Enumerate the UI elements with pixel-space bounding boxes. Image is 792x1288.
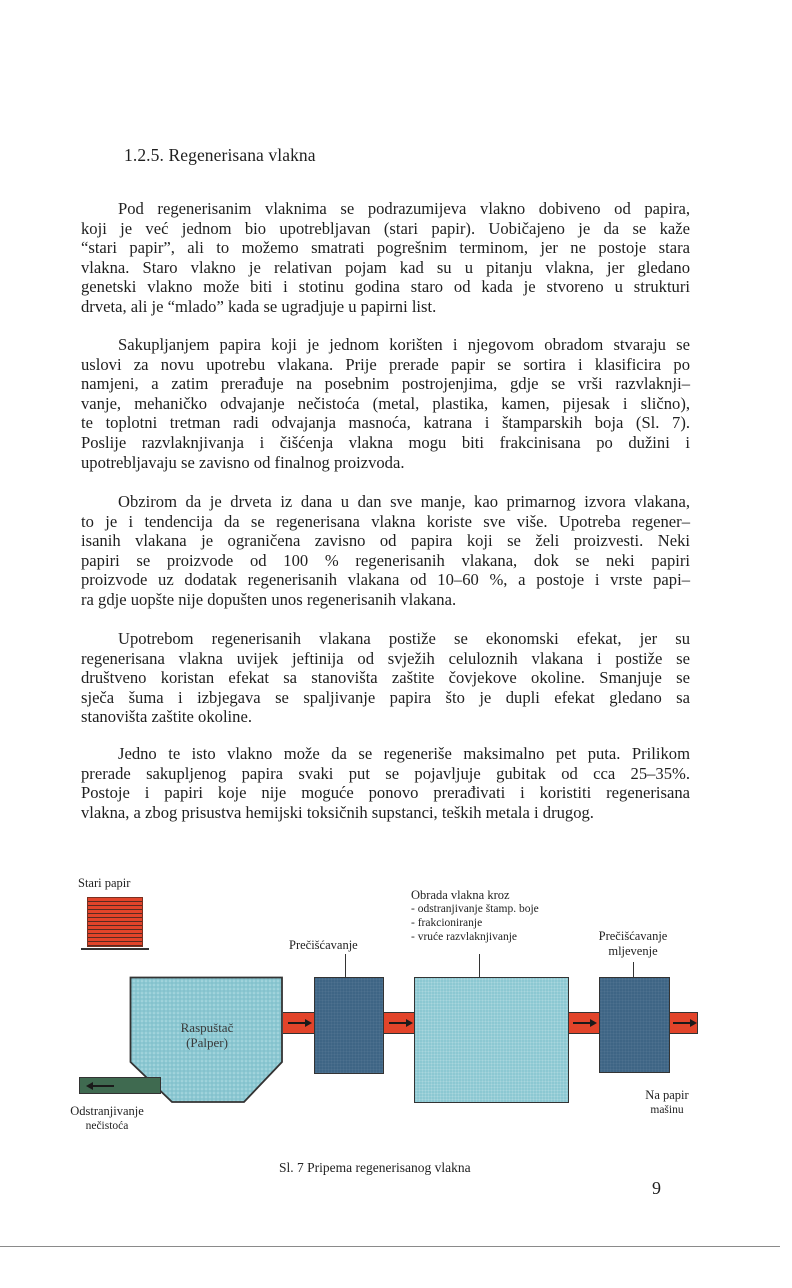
text-line: sječa šuma i izbjegava se spaljivanje papira što je dupli efekat gledano sa <box>81 687 690 707</box>
pulper-label <box>172 1020 242 1050</box>
pulper-label-line2: (Palper) <box>186 1035 228 1050</box>
waste-outlet-pipe <box>79 1077 161 1094</box>
paragraph-3 <box>81 492 690 610</box>
refining-label-line2: mljevenje <box>608 944 658 958</box>
text-line: vanje, mehaničko odvajanje nečistoća (metal, plastika, kamen, pijesak i slično), <box>81 393 690 413</box>
text-line: te toplotni tretman radi odvajanja masnoća, katrana i štamparskih boja (Sl. 7). <box>81 413 690 433</box>
fiber-treatment-tank <box>414 977 569 1103</box>
figure-caption: Sl. 7 Pripema regenerisanog vlakna <box>279 1160 471 1175</box>
text-line: vlakna. Staro vlakno je relativan pojam kad su u pitanju vlakna, jer gledano <box>81 257 690 277</box>
text-line: Obzirom da je drveta iz dana u dan sve manje, kao primarnog izvora vlakana, <box>118 492 690 511</box>
treatment-item: - frakcioniranje <box>411 917 483 929</box>
refining-label-line1: Prečišćavanje <box>598 929 668 943</box>
recycled-fiber-process-diagram <box>0 870 792 1150</box>
text-line: namjeni, a zatim prerađuje na posebnim postrojenjima, gdje se vrši razvlaknji– <box>81 374 690 394</box>
text-line: Postoje i papiri koje nije moguće ponovo prerađivati i koristiti regenerisana <box>81 783 690 803</box>
text-line: koji je već jednom bio upotrebljavan (stari papir). Uobičajeno je da se kaže <box>81 218 690 238</box>
output-label-line1: Na papir <box>645 1088 689 1102</box>
arrow-left-icon <box>92 1085 114 1087</box>
paragraph-5 <box>81 744 690 822</box>
arrow-right-icon <box>389 1022 411 1024</box>
pipe-3 <box>569 1012 599 1034</box>
paragraph-4 <box>81 629 690 727</box>
text-line: vlakna, a zbog prisustva hemijski toksičnih supstanci, teških metala i drugog. <box>81 802 594 822</box>
arrow-right-icon <box>673 1022 695 1024</box>
text-line: drveta, ali je “mlado” kada se ugradjuje u papirni list. <box>81 296 437 316</box>
text-line: genetski vlakno može biti i stotinu godina staro od kada je stvoreno u strukturi <box>81 277 690 297</box>
text-line: ra gdje uopšte nije dopušten unos regenerisanih vlakana. <box>81 589 457 609</box>
treatment-title: Obrada vlakna kroz <box>411 888 510 902</box>
text-line: Upotrebom regenerisanih vlakana postiže se ekonomski efekat, jer su <box>118 629 690 648</box>
paragraph-2 <box>81 335 690 472</box>
arrow-right-icon <box>573 1022 595 1024</box>
text-line: regenerisana vlakna uvijek jeftinija od svježih celuloznih vlakana i postiže se <box>81 648 690 668</box>
refining-label <box>583 929 683 959</box>
text-line: Poslije razvlaknjivanja i čišćenja vlakna mogu biti frakcinisana po dužini i <box>81 432 690 452</box>
pipe-output <box>670 1012 698 1034</box>
text-line: “stari papir”, ali to možemo smatrati pogrešnim terminom, jer ne postoje stara <box>81 238 690 258</box>
output-label <box>632 1088 702 1118</box>
text-line: Sakupljanjem papira koji je jednom korišten i njegovom obradom stvaraju se <box>118 335 690 354</box>
text-line: stanovišta zaštite okoline. <box>81 707 252 727</box>
text-line: to je i tendencija da se regenerisana vlakna koriste sve više. Upotreba regener– <box>81 511 690 531</box>
treatment-item: - odstranjivanje štamp. boje <box>411 903 539 915</box>
old-paper-label: Stari papir <box>78 876 131 890</box>
arrow-right-icon <box>288 1022 310 1024</box>
refining-tank <box>599 977 670 1073</box>
page-number: 9 <box>652 1178 661 1198</box>
section-heading: 1.2.5. Regenerisana vlakna <box>124 145 316 165</box>
text-line: Pod regenerisanim vlaknima se podrazumijeva vlakno dobiveno od papira, <box>118 199 690 218</box>
text-line: uslovi za novu upotrebu vlakana. Prije prerade papir se sortira i klasificira po <box>81 354 690 374</box>
cleaning-label: Prečišćavanje <box>289 938 358 952</box>
text-line: papiri se proizvode od 100 % regenerisanih vlakana, dok se neki papiri <box>81 550 690 570</box>
text-line: društveno koristan efekat sa stanovišta zaštite čovjekove okoline. Smanjuje se <box>81 668 690 688</box>
paragraph-1 <box>81 199 690 317</box>
cleaning-tank <box>314 977 384 1074</box>
waste-label-line1: Odstranjivanje <box>70 1104 144 1118</box>
waste-label-line2: nečistoća <box>85 1120 129 1132</box>
page-bottom-rule <box>0 1246 780 1247</box>
text-line: Jedno te isto vlakno može da se regeneriše maksimalno pet puta. Prilikom <box>118 744 690 763</box>
text-line: upotrebljavaju se zavisno od finalnog proizvoda. <box>81 452 405 472</box>
pulper-label-line1: Raspuštač <box>180 1020 234 1035</box>
pipe-1 <box>283 1012 315 1034</box>
paper-stack-icon <box>87 897 143 947</box>
text-line: isanih vlakana je ograničena zavisno od papira koji se želi proizvesti. Neki <box>81 531 690 551</box>
text-line: proizvode uz dodatak regenerisanih vlakana od 10–60 %, a postoje i vrste papi– <box>81 570 690 590</box>
output-label-line2: mašinu <box>650 1104 684 1116</box>
paper-stack-base <box>81 948 149 950</box>
pipe-2 <box>384 1012 415 1034</box>
waste-label <box>62 1104 152 1134</box>
treatment-label <box>411 888 539 944</box>
text-line: prerade sakupljenog papira svaki put se pojavljuje gubitak od cca 25–35%. <box>81 763 690 783</box>
treatment-item: - vruće razvlaknjivanje <box>411 931 517 943</box>
